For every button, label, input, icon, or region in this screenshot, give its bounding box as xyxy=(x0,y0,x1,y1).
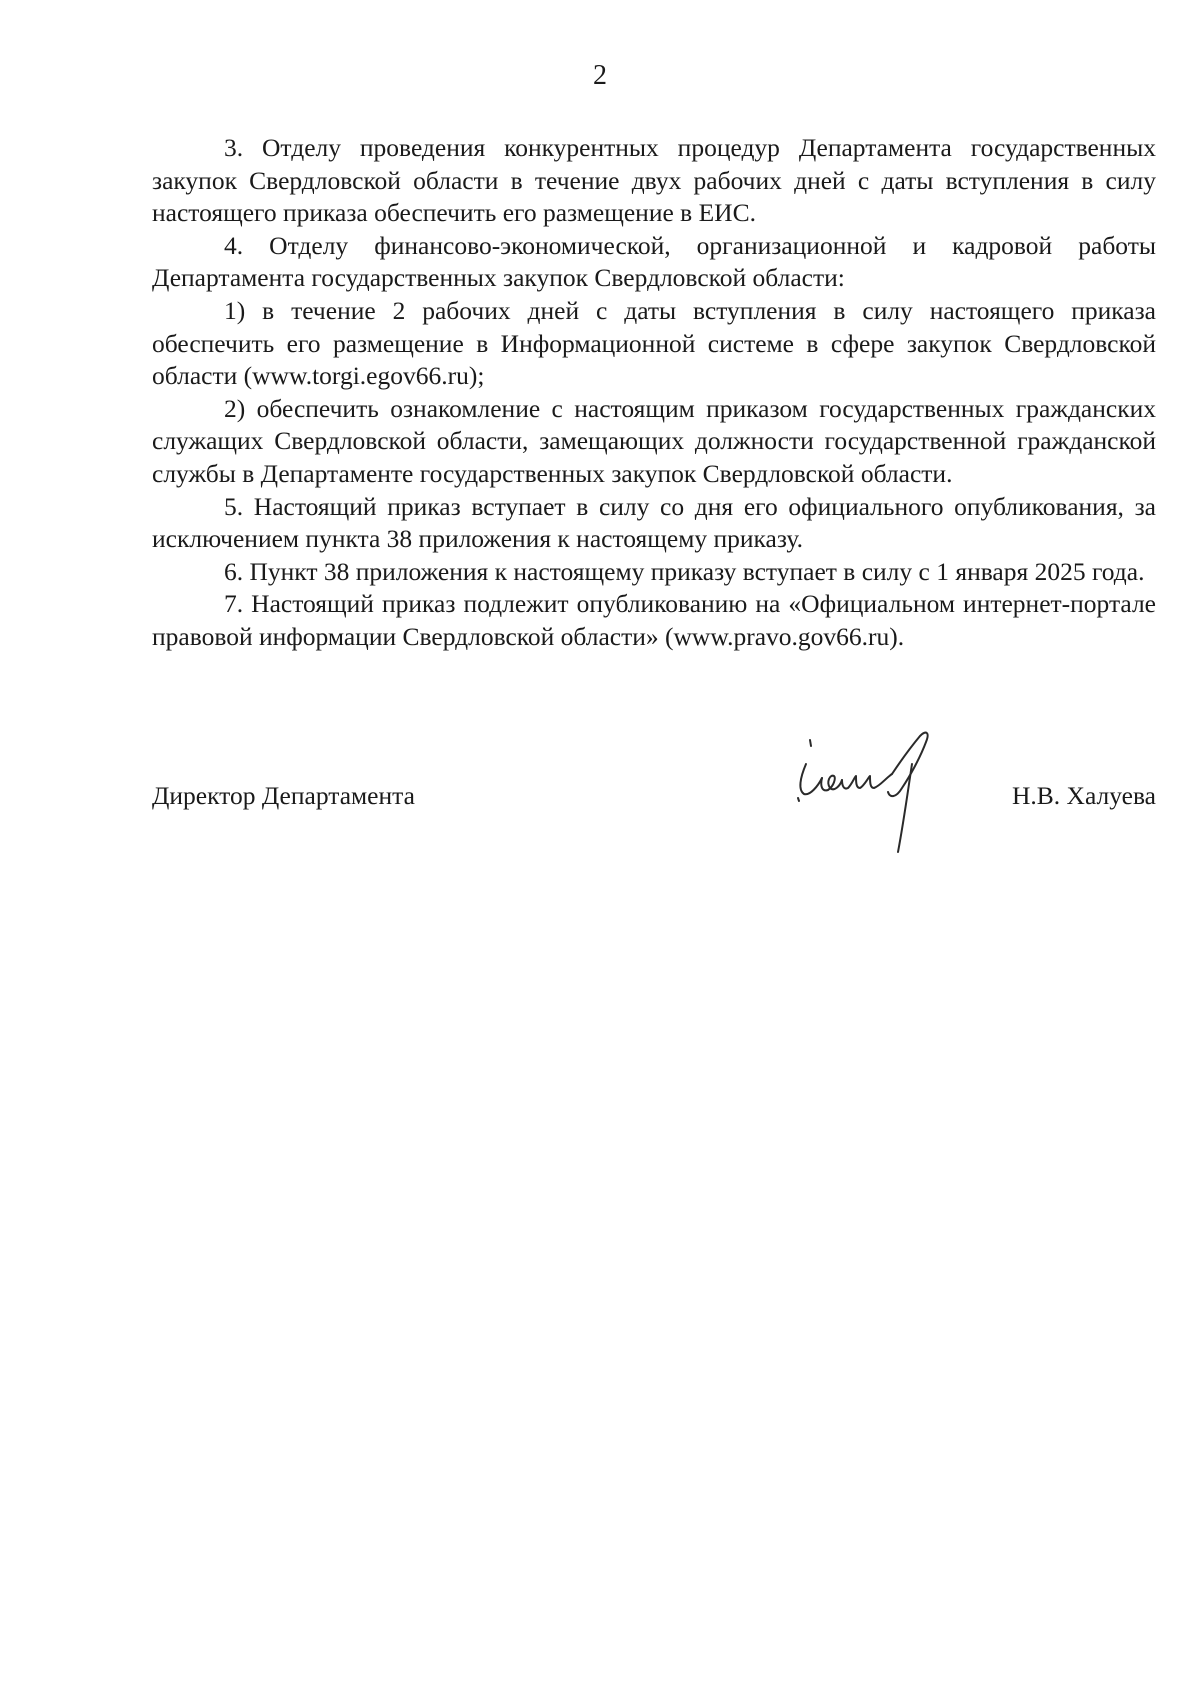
signature-block xyxy=(152,780,1156,820)
handwritten-signature xyxy=(770,728,970,878)
paragraph-subitem-4-2: 2) обеспечить ознакомление с настоящим приказом государственных гражданских служащих Свердловской области, замещающих должности государственной гражданской службы в Департаменте государственных закупок Свердловской области. xyxy=(152,393,1156,488)
paragraph-subitem-4-1: 1) в течение 2 рабочих дней с даты вступления в силу настоящего приказа обеспечить его размещение в Информационной системе в сфере закупок Свердловской области (www.torgi.egov66.ru); xyxy=(152,295,1156,391)
signatory-title: Директор Департамента xyxy=(152,781,415,810)
signatory-name: Н.В. Халуева xyxy=(1012,781,1156,810)
paragraph-item-3: 3. Отделу проведения конкурентных процедур Департамента государственных закупок Свердловской области в течение двух рабочих дней с даты вступления в силу настоящего приказа обеспечить его размещение в ЕИС. xyxy=(152,133,1156,228)
document-body xyxy=(152,132,1156,654)
paragraph-item-6: 6. Пункт 38 приложения к настоящему приказу вступает в силу с 1 января 2025 года. xyxy=(224,556,1145,586)
page-number: 2 xyxy=(593,60,607,91)
paragraph-item-5: 5. Настоящий приказ вступает в силу со дня его официального опубликования, за исключением пункта 38 приложения к настоящему приказу. xyxy=(152,491,1156,554)
paragraph-item-7: 7. Настоящий приказ подлежит опубликованию на «Официальном интернет-портале правовой информации Свердловской области» (www.pravo.gov66.ru). xyxy=(152,589,1156,651)
paragraph-item-4: 4. Отделу финансово-экономической, организационной и кадровой работы Департамента государственных закупок Свердловской области: xyxy=(152,230,1156,293)
